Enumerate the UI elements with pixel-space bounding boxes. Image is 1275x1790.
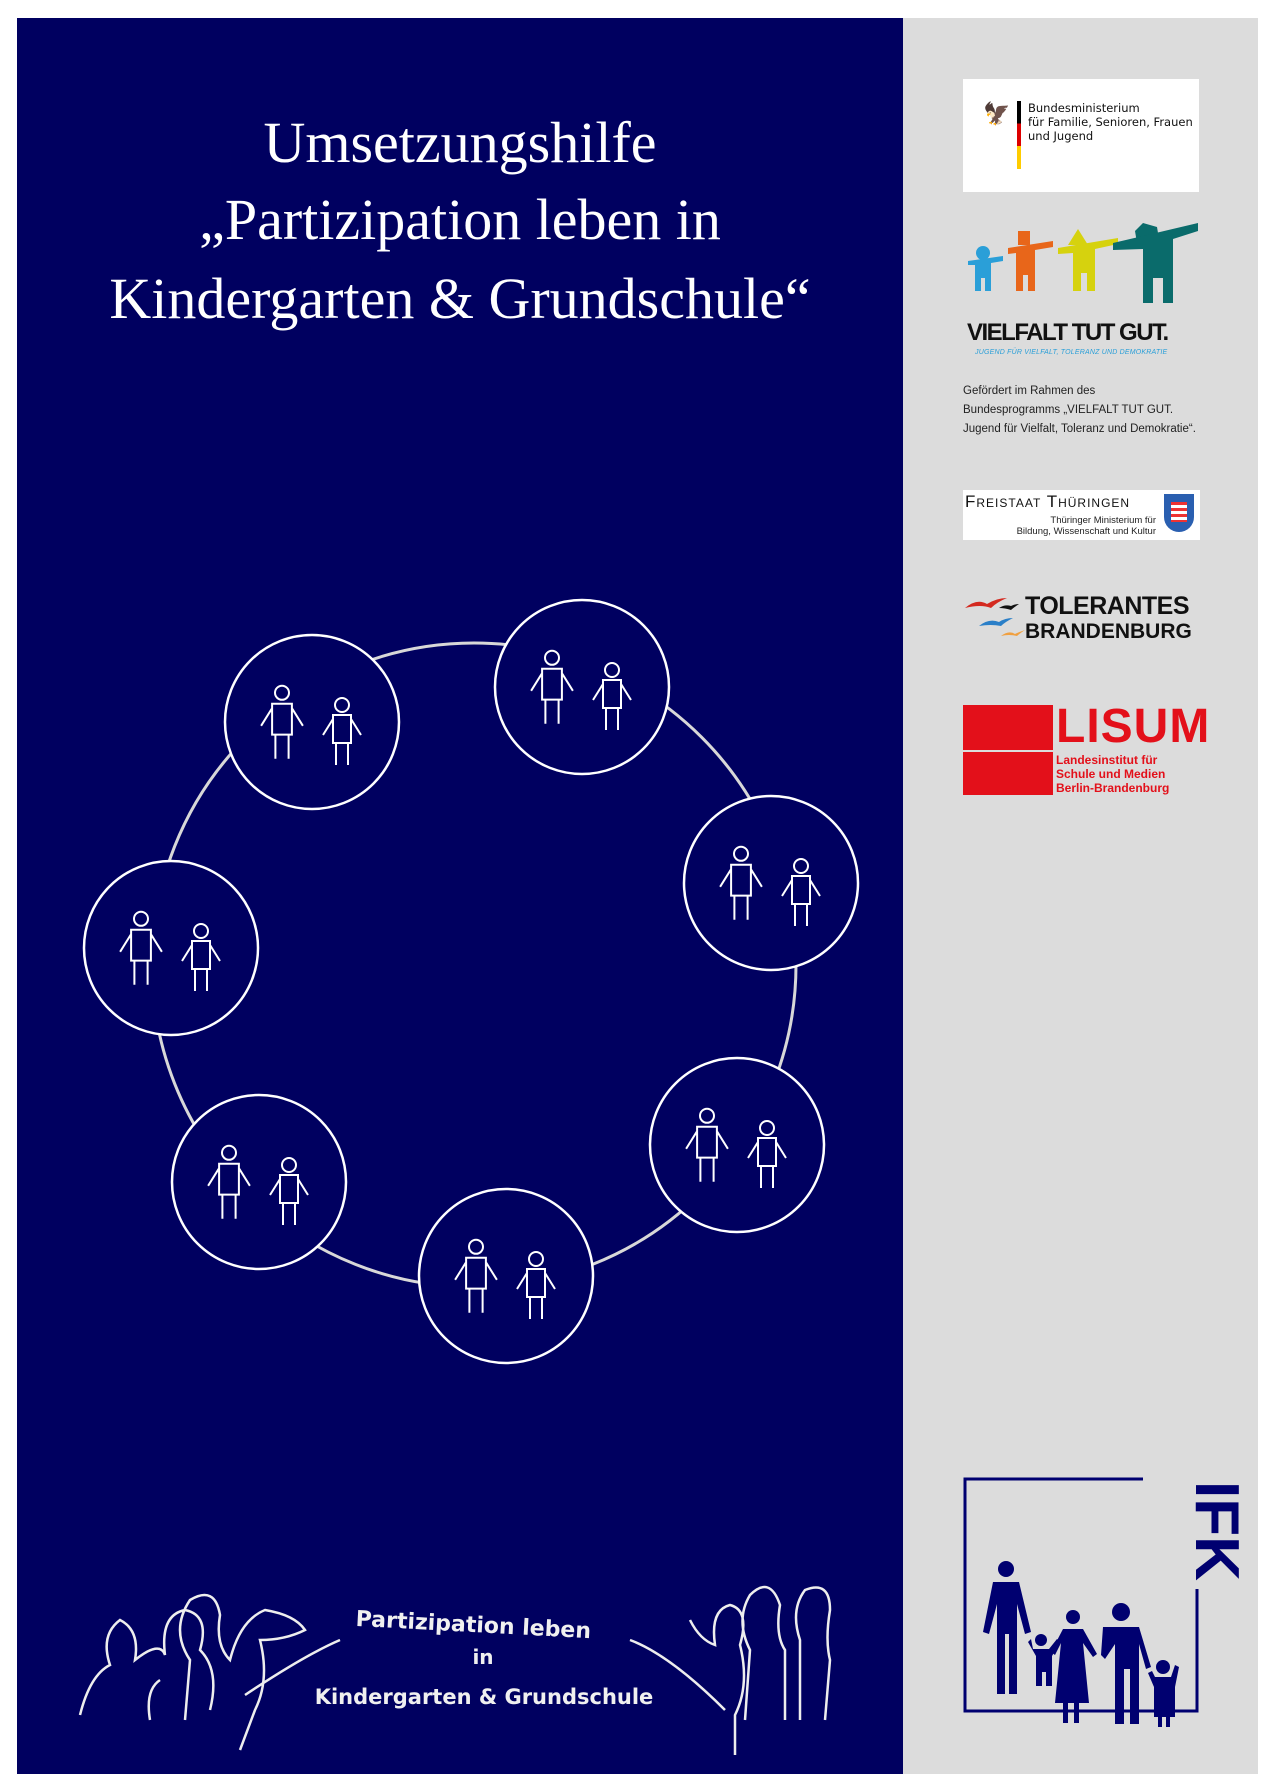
bottom-logo-line2: in bbox=[472, 1645, 494, 1669]
thueringen-coat-of-arms-icon bbox=[1164, 494, 1194, 532]
german-flag-bar bbox=[1017, 101, 1021, 169]
ifk-name: IFK bbox=[1182, 1481, 1251, 1581]
tolerantes-line1: TOLERANTES bbox=[1025, 592, 1189, 620]
tolerantes-line2: BRANDENBURG bbox=[1025, 620, 1192, 643]
vielfalt-subtitle: JUGEND FÜR VIELFALT, TOLERANZ UND DEMOKRATIE bbox=[975, 349, 1168, 356]
vielfalt-tut-gut-logo bbox=[963, 223, 1199, 358]
title-line-1: Umsetzungshilfe bbox=[263, 110, 657, 175]
bmfsfj-line1: Bundesministerium bbox=[1028, 101, 1140, 115]
children-silhouettes-right bbox=[690, 1587, 830, 1755]
title-line-3: Kindergarten & Grundschule“ bbox=[109, 266, 811, 331]
lisum-line3: Berlin-Brandenburg bbox=[1056, 781, 1170, 795]
thueringen-logo bbox=[963, 490, 1200, 540]
children-silhouettes-left bbox=[80, 1595, 305, 1750]
vielfalt-figures-icon bbox=[963, 223, 1199, 323]
vielfalt-name: VIELFALT TUT GUT. bbox=[967, 319, 1168, 346]
bmfsfj-logo bbox=[963, 79, 1199, 192]
funding-line3: Jugend für Vielfalt, Toleranz und Demokratie“. bbox=[963, 423, 1196, 435]
bottom-logo-line1: Partizipation leben bbox=[355, 1606, 592, 1645]
funding-note bbox=[963, 382, 1196, 439]
title-line-2: „Partizipation leben in bbox=[199, 187, 721, 252]
lisum-square-icon bbox=[963, 705, 1053, 795]
ifk-logo bbox=[963, 1477, 1251, 1713]
funding-line1: Gefördert im Rahmen des bbox=[963, 385, 1096, 397]
thueringen-line2: Bildung, Wissenschaft und Kultur bbox=[1016, 526, 1156, 537]
bmfsfj-line3: und Jugend bbox=[1028, 129, 1094, 143]
lisum-logo bbox=[963, 700, 1211, 797]
federal-eagle-icon: 🦅 bbox=[983, 101, 1011, 126]
thueringen-line1: Thüringer Ministerium für bbox=[1050, 515, 1156, 526]
funding-line2: Bundesprogramms „VIELFALT TUT GUT. bbox=[963, 404, 1174, 416]
birds-icon bbox=[963, 590, 1025, 640]
lisum-line1: Landesinstitut für bbox=[1056, 753, 1158, 767]
lisum-name: LISUM bbox=[1056, 700, 1211, 753]
ifk-family-icon bbox=[963, 1477, 1251, 1713]
thueringen-name: Freistaat Thüringen bbox=[965, 492, 1131, 511]
bmfsfj-line2: für Familie, Senioren, Frauen bbox=[1028, 115, 1193, 129]
bottom-logo-line3: Kindergarten & Grundschule bbox=[314, 1685, 654, 1709]
lisum-line2: Schule und Medien bbox=[1056, 767, 1166, 781]
tolerantes-brandenburg-logo bbox=[963, 590, 1203, 648]
